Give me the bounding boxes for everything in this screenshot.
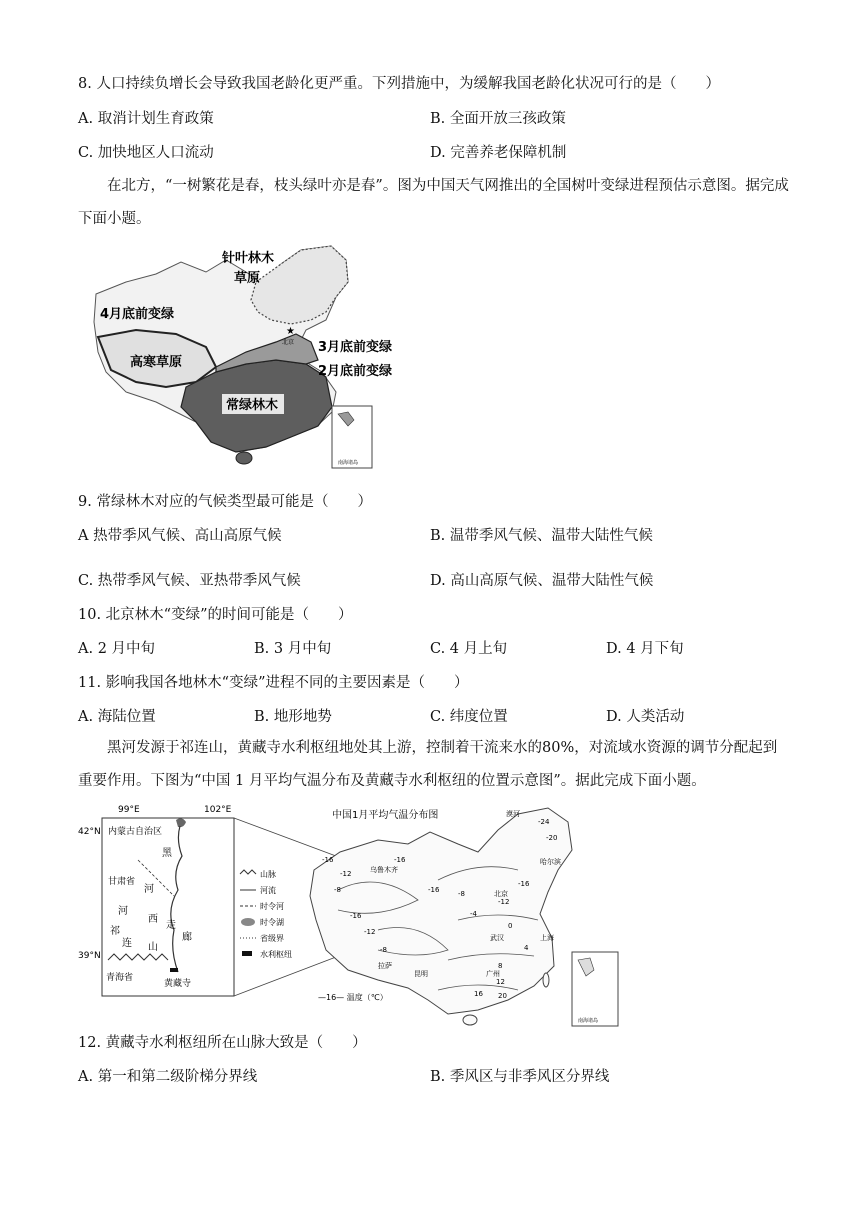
svg-text:99°E: 99°E — [118, 805, 140, 815]
feb-label: 2月底前变绿 — [318, 364, 393, 379]
svg-text:时令湖: 时令湖 — [260, 918, 284, 927]
svg-text:-24: -24 — [538, 818, 550, 826]
svg-text:走: 走 — [166, 920, 176, 931]
svg-text:廊: 廊 — [182, 932, 192, 943]
svg-text:内蒙古自治区: 内蒙古自治区 — [108, 827, 163, 837]
svg-text:广州: 广州 — [486, 970, 500, 978]
march-label: 3月底前变绿 — [318, 340, 393, 355]
q9-option-c: C. 热带季风气候、亚热带季风气候 — [78, 573, 301, 589]
svg-text:-12: -12 — [498, 898, 510, 906]
svg-text:-16: -16 — [518, 880, 530, 888]
svg-text:水利枢纽: 水利枢纽 — [260, 950, 292, 959]
coniferous-label: 针叶林木 — [222, 251, 275, 266]
q10-option-c: C. 4 月上旬 — [430, 641, 508, 657]
svg-text:-8: -8 — [380, 946, 387, 954]
q11-option-c: C. 纬度位置 — [430, 709, 508, 725]
greening-progress-map — [86, 242, 416, 470]
svg-text:西: 西 — [148, 914, 158, 925]
svg-text:上海: 上海 — [540, 934, 554, 942]
april-label: 4月底前变绿 — [100, 307, 175, 322]
q8-option-a: A. 取消计划生育政策 — [78, 111, 214, 127]
q12-option-a: A. 第一和第二级阶梯分界线 — [78, 1069, 258, 1085]
q11-option-a: A. 海陆位置 — [78, 709, 156, 725]
svg-text:山脉: 山脉 — [260, 870, 276, 879]
q10-stem: 10. 北京林木“变绿”的时间可能是（ ） — [78, 607, 353, 623]
svg-text:时令河: 时令河 — [260, 902, 284, 911]
q12-option-b: B. 季风区与非季风区分界线 — [430, 1069, 610, 1085]
svg-text:连: 连 — [122, 938, 132, 949]
svg-text:-16: -16 — [428, 886, 440, 894]
svg-text:-12: -12 — [340, 870, 352, 878]
svg-text:16: 16 — [474, 990, 483, 998]
svg-text:山: 山 — [148, 942, 158, 953]
q9-stem: 9. 常绿林木对应的气候类型最可能是（ ） — [78, 494, 372, 510]
svg-text:—16— 温度（℃）: —16— 温度（℃） — [318, 993, 388, 1002]
heihe-temperature-map — [78, 800, 790, 1028]
south-sea-inset-2 — [572, 952, 618, 1026]
svg-text:甘肃省: 甘肃省 — [108, 877, 136, 887]
svg-text:102°E: 102°E — [204, 805, 232, 815]
q9-option-a: A 热带季风气候、高山高原气候 — [78, 528, 282, 544]
svg-text:漠河: 漠河 — [506, 810, 520, 818]
svg-text:北京: 北京 — [494, 890, 508, 898]
svg-text:4: 4 — [524, 944, 529, 952]
q8-option-b: B. 全面开放三孩政策 — [430, 111, 566, 127]
svg-text:哈尔滨: 哈尔滨 — [540, 858, 561, 866]
beijing-label: 北京 — [282, 339, 295, 346]
svg-text:河流: 河流 — [260, 886, 276, 895]
q9-option-b: B. 温带季风气候、温带大陆性气候 — [430, 528, 653, 544]
svg-text:武汉: 武汉 — [490, 934, 504, 942]
intro-paragraph-1: 在北方，“一树繁花是春，枝头绿叶亦是春”。图为中国天气网推出的全国树叶变绿进程预估示意图。据完成下面小题。 — [78, 178, 789, 227]
svg-text:-8: -8 — [334, 886, 341, 894]
svg-text:12: 12 — [496, 978, 505, 986]
svg-text:省级界: 省级界 — [260, 934, 284, 943]
svg-text:中国1月平均气温分布图: 中国1月平均气温分布图 — [332, 810, 439, 821]
svg-text:黑: 黑 — [162, 848, 172, 859]
q8-option-c: C. 加快地区人口流动 — [78, 145, 214, 161]
svg-text:-16: -16 — [350, 912, 362, 920]
svg-text:★: ★ — [286, 326, 295, 337]
svg-text:河: 河 — [118, 906, 128, 917]
svg-text:-16: -16 — [322, 856, 334, 864]
south-sea-inset — [332, 406, 372, 468]
svg-text:昆明: 昆明 — [414, 970, 428, 978]
china-january-temperature-map — [310, 808, 572, 1025]
svg-text:-20: -20 — [546, 834, 558, 842]
q11-option-b: B. 地形地势 — [254, 709, 332, 725]
heihe-legend — [240, 869, 292, 959]
svg-text:南海诸岛: 南海诸岛 — [578, 1018, 599, 1024]
svg-text:南海诸岛: 南海诸岛 — [338, 460, 359, 466]
svg-text:黄藏寺: 黄藏寺 — [164, 979, 192, 989]
svg-text:39°N: 39°N — [78, 951, 101, 961]
svg-text:-4: -4 — [470, 910, 477, 918]
svg-text:20: 20 — [498, 992, 507, 1000]
q10-option-b: B. 3 月中旬 — [254, 641, 332, 657]
svg-text:8: 8 — [498, 962, 503, 970]
q12-stem: 12. 黄藏寺水利枢纽所在山脉大致是（ ） — [78, 1035, 367, 1051]
intro-paragraph-2: 黑河发源于祁连山，黄藏寺水利枢纽地处其上游，控制着干流来水的80%，对流域水资源的调节分配起到重要作用。下图为“中国 1 月平均气温分布及黄藏寺水利枢纽的位置示意图”。据此完成下面小题。 — [78, 740, 778, 789]
alpine-label: 高寒草原 — [130, 355, 183, 370]
q8-stem: 8. 人口持续负增长会导致我国老龄化更严重。下列措施中，为缓解我国老龄化状况可行的是（ ） — [78, 76, 720, 92]
svg-text:祁: 祁 — [110, 926, 120, 937]
svg-text:河: 河 — [144, 884, 154, 895]
q8-option-d: D. 完善养老保障机制 — [430, 145, 567, 161]
q9-option-d: D. 高山高原气候、温带大陆性气候 — [430, 573, 654, 589]
grassland-label: 草原 — [234, 271, 261, 286]
svg-text:0: 0 — [508, 922, 513, 930]
svg-text:乌鲁木齐: 乌鲁木齐 — [370, 866, 398, 874]
q10-option-d: D. 4 月下旬 — [606, 641, 684, 657]
q11-option-d: D. 人类活动 — [606, 709, 685, 725]
svg-text:-16: -16 — [394, 856, 406, 864]
evergreen-label: 常绿林木 — [226, 398, 279, 413]
q11-stem: 11. 影响我国各地林木“变绿”进程不同的主要因素是（ ） — [78, 675, 469, 691]
svg-text:-8: -8 — [458, 890, 465, 898]
svg-text:青海省: 青海省 — [106, 973, 134, 983]
q10-option-a: A. 2 月中旬 — [78, 641, 156, 657]
svg-text:拉萨: 拉萨 — [378, 962, 392, 970]
svg-text:-12: -12 — [364, 928, 376, 936]
svg-text:42°N: 42°N — [78, 827, 101, 837]
